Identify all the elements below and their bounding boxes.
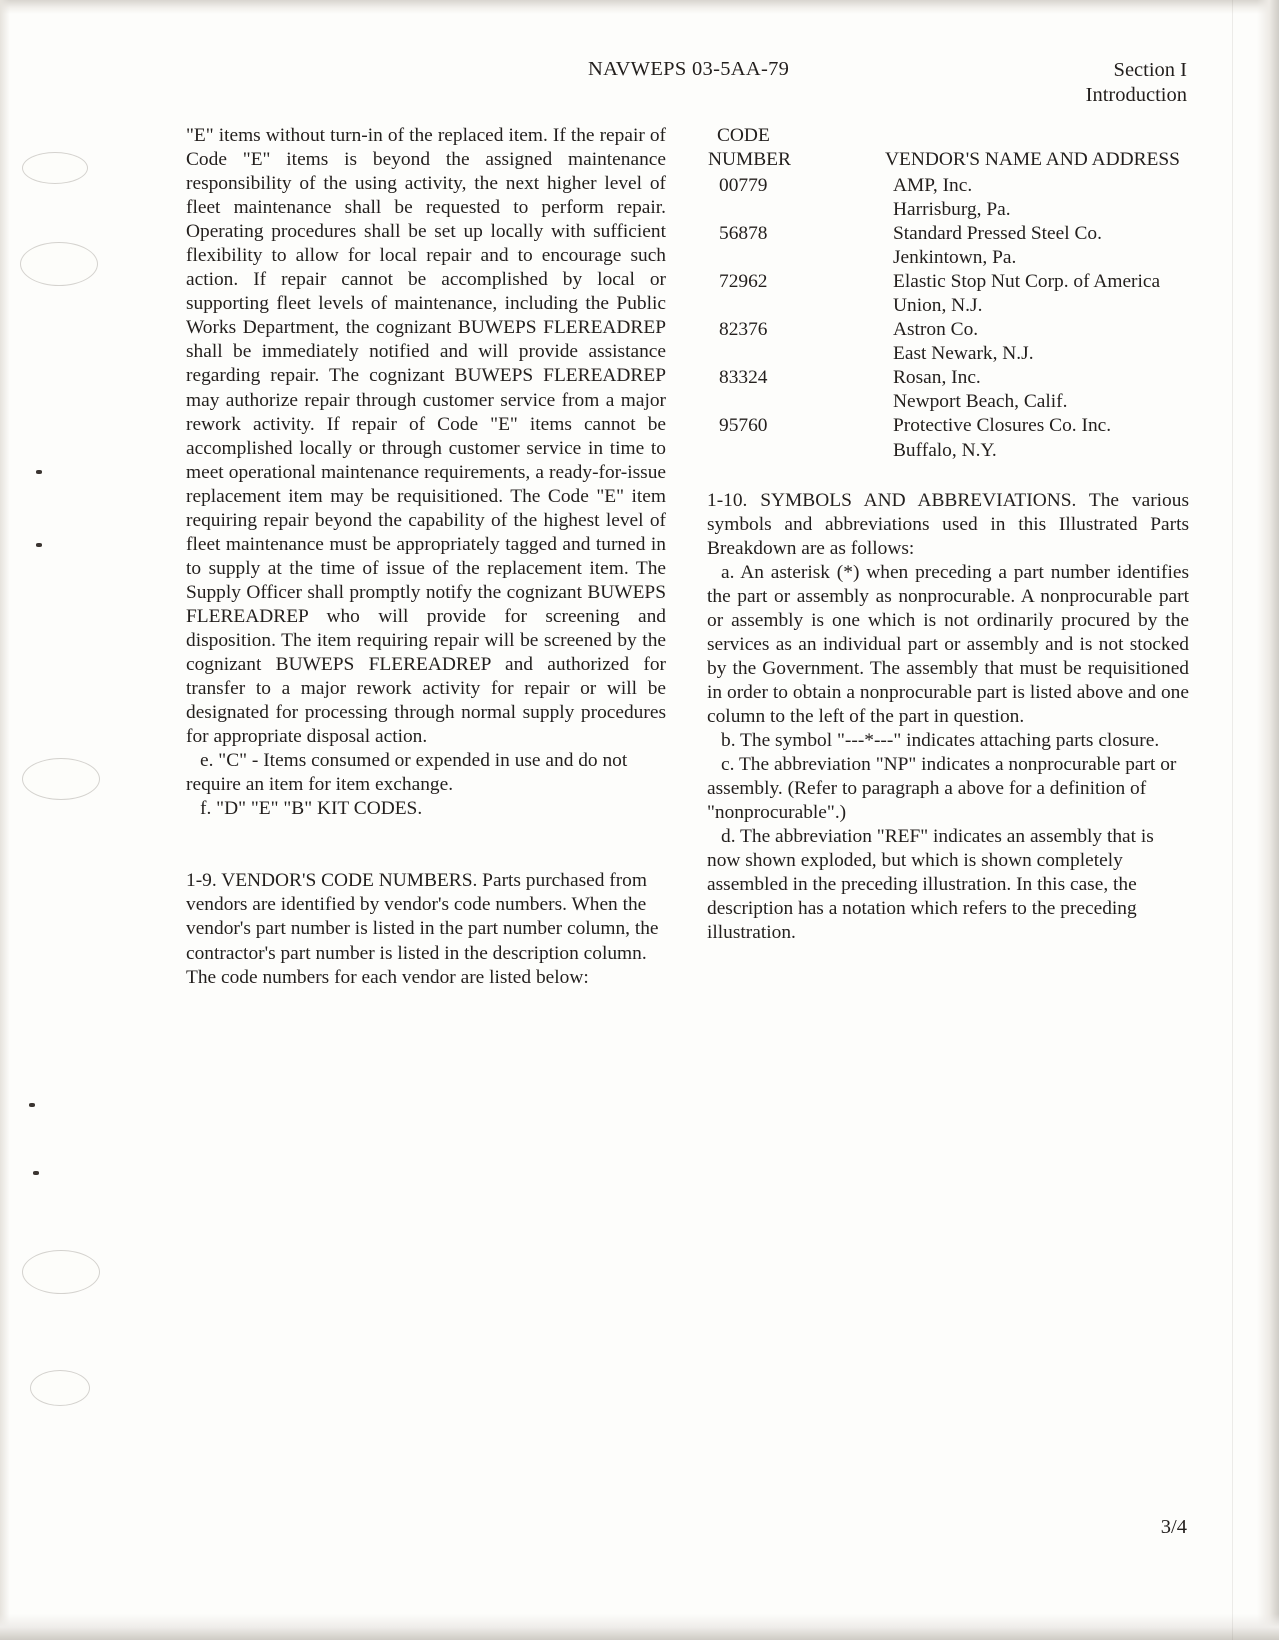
vendor-code: 56878 [719,223,768,245]
subsection-name: Introduction [1085,84,1187,106]
scan-edge-right [1257,0,1279,1640]
vendor-table-header [707,124,1189,174]
vendor-address: Jenkintown, Pa. [893,247,1017,269]
list-item-f: f. "D" "E" "B" KIT CODES. [200,798,423,820]
continued-paragraph: "E" items without turn-in of the replaced item. If the repair of Code "E" items is beyond the assigned maintenance responsibility of the using activity, the next higher level of fleet maintenance shall be requested to perform repair. Operating procedures shall be set up locally with sufficient flexibility to allow for local repair and to encourage such action. If repair cannot be accomplished by local or supporting fleet levels of maintenance, including the Public Works Department, the cognizant BUWEPS FLEREADREP shall be immediately notified and will provide assistance regarding repair. The cognizant BUWEPS FLEREADREP may authorize repair through customer service from a major rework activity. If repair of Code "E" items cannot be accomplished locally or through customer service in time to meet operational maintenance requirements, a ready-for-issue replacement item may be requisitioned. The Code "E" item requiring repair beyond the capability of the highest level of fleet maintenance must be appropriately tagged and turned in to supply at the time of issue of the replacement item. The Supply Officer shall promptly notify the cognizant BUWEPS FLEREADREP who will provide for screening and disposition. The item requiring repair will be screened by the cognizant BUWEPS FLEREADREP and authorized for transfer to a major rework activity for repair or will be designated for processing through normal supply procedures for appropriate disposal action. [186,125,666,748]
vendor-code: 72962 [719,271,768,293]
left-column [186,124,666,990]
hole-punch-mark [30,1370,90,1406]
vendor-row [707,270,1189,318]
hole-punch-mark [22,152,88,184]
vendor-name-address [893,174,1189,222]
vendor-table-body [707,174,1189,463]
vendor-row [707,414,1189,462]
vendor-address: Union, N.J. [893,295,983,317]
vendor-name-address [893,414,1189,462]
document-number: NAVWEPS 03-5AA-79 [588,58,790,80]
list-item-c: c. The abbreviation "NP" indicates a nonprocurable part or assembly. (Refer to paragraph a above for a definition of "nonprocurable".) [707,754,1177,824]
vendor-code-header-line2: NUMBER [708,149,791,171]
list-item-e: e. "C" - Items consumed or expended in use and do not require an item for item exchange. [186,750,628,796]
vendor-name: Standard Pressed Steel Co. [893,223,1102,245]
vendor-row [707,222,1189,270]
section-label [1086,58,1187,108]
vendor-name-address [893,318,1189,366]
hole-punch-mark [22,758,100,800]
vendor-name-address [893,270,1189,318]
vendor-code-header [708,124,887,172]
vendor-name: AMP, Inc. [893,175,973,196]
paragraph-spacer [186,821,666,869]
vendor-address: Harrisburg, Pa. [893,199,1011,221]
vendor-address: East Newark, N.J. [893,343,1034,365]
section-spacer [707,463,1189,489]
scan-fold-line [1232,0,1233,1640]
vendor-code: 83324 [719,367,768,389]
section-name: Section I [1113,59,1187,81]
vendor-name: Protective Closures Co. Inc. [893,415,1112,437]
vendor-code-header-line1: CODE [717,125,770,146]
vendor-name-address [893,222,1189,270]
scan-speck [36,543,42,547]
hole-punch-mark [20,242,98,286]
vendor-address: Buffalo, N.Y. [893,439,997,461]
vendor-name-header: VENDOR'S NAME AND ADDRESS [885,149,1180,170]
scan-speck [33,1171,39,1175]
page-header [0,58,1279,114]
right-column [707,124,1189,945]
scan-speck [29,1103,35,1107]
vendor-code: 95760 [719,415,768,437]
list-item-a: a. An asterisk (*) when preceding a part number identifies the part or assembly as nonprocurable. A nonprocurable part or assembly is one which is not ordinarily procured by the services as an individual part or assembly and is not stocked by the Government. The assembly that must be requisitioned in order to obtain a nonprocurable part is listed above and one column to the left of the part in question. [707,561,1189,727]
list-item-d: d. The abbreviation "REF" indicates an assembly that is now shown exploded, but which is shown completely assembled in the preceding illustration. In this case, the description has a notation which refers to the preceding illustration. [707,826,1154,944]
section-1-9: 1-9. VENDOR'S CODE NUMBERS. Parts purchased from vendors are identified by vendor's code numbers. When the vendor's part number is listed in the part number column, the contractor's part number is listed in the description column. The code numbers for each vendor are listed below: [186,870,659,988]
vendor-row [707,174,1189,222]
hole-punch-mark [22,1250,100,1294]
section-1-10: 1-10. SYMBOLS AND ABBREVIATIONS. The various symbols and abbreviations used in this Illustrated Parts Breakdown are as follows: [707,489,1189,559]
scan-edge-bottom [0,1614,1279,1640]
list-item-b: b. The symbol "---*---" indicates attaching parts closure. [721,730,1160,752]
vendor-row [707,318,1189,366]
vendor-name: Elastic Stop Nut Corp. of America [893,271,1161,293]
vendor-name: Rosan, Inc. [893,367,981,389]
vendor-address: Newport Beach, Calif. [893,391,1068,413]
vendor-code: 00779 [719,175,768,196]
scan-edge-left [0,0,10,1640]
vendor-code: 82376 [719,319,768,341]
scan-edge-top [0,0,1279,14]
scan-speck [36,470,42,474]
vendor-name: Astron Co. [893,319,979,341]
page-number: 3/4 [1160,1516,1187,1538]
vendor-name-address [893,366,1189,414]
vendor-row [707,366,1189,414]
